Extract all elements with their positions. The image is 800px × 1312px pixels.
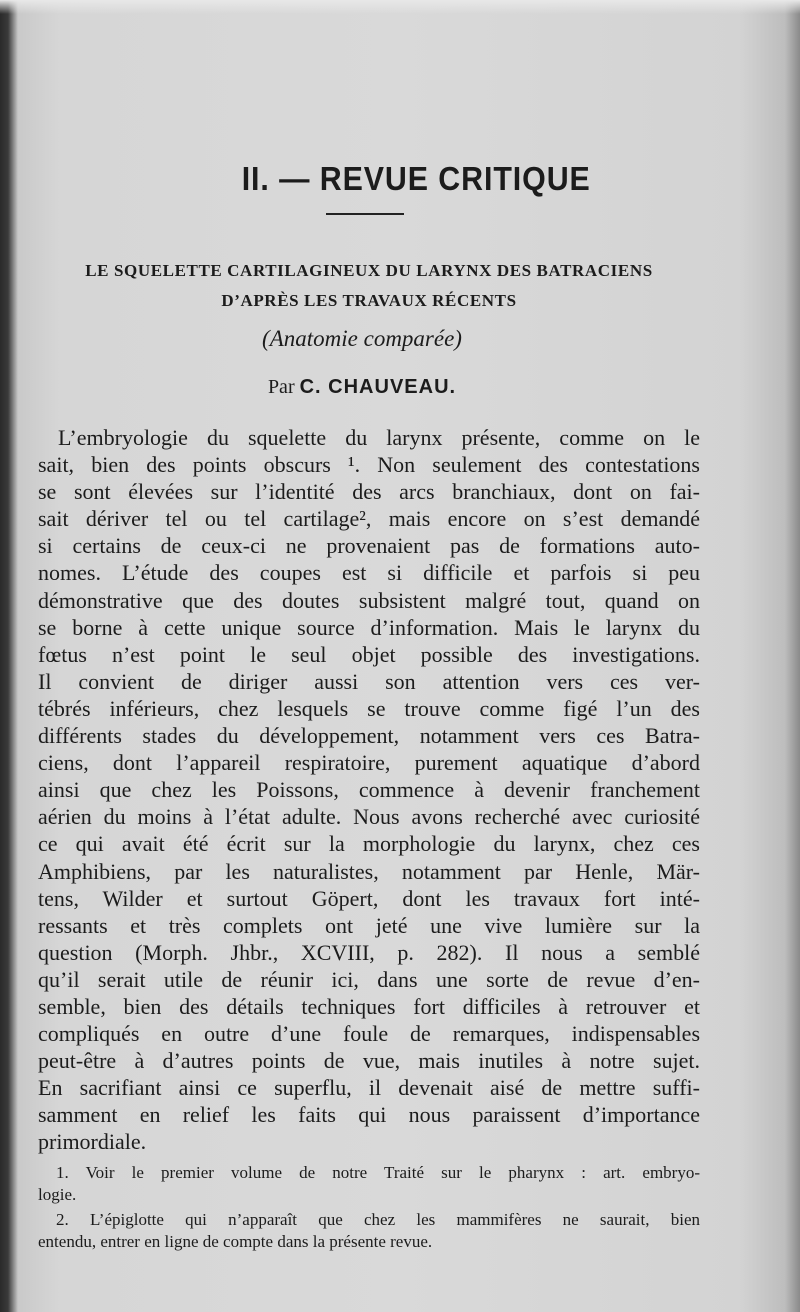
footnote-line: entendu, entrer en ligne de compte dans la présente revue. bbox=[38, 1231, 433, 1251]
text-line: qu’il serait utile de réunir ici, dans une sorte de revue d’en- bbox=[38, 966, 700, 992]
text-line: sait dériver tel ou tel cartilage², mais encore on s’est demandé bbox=[38, 506, 700, 532]
footnote-line: 2. L’épiglotte qui n’apparaît que chez les mammifères ne saurait, bien bbox=[56, 1210, 700, 1229]
text-line: peut-être à d’autres points de vue, mais inutiles à notre sujet. bbox=[38, 1048, 700, 1074]
text-line: semble, bien des détails techniques fort difficiles à retrouver et bbox=[38, 993, 700, 1019]
body-text bbox=[38, 424, 700, 1156]
text-line: primordiale. bbox=[38, 1129, 147, 1155]
text-line: ainsi que chez les Poissons, commence à devenir franchement bbox=[38, 777, 700, 803]
text-line: sait, bien des points obscurs ¹. Non seulement des contestations bbox=[38, 452, 700, 478]
article-title bbox=[38, 256, 700, 316]
text-line: différents stades du développement, notamment vers ces Batra- bbox=[38, 723, 700, 749]
author-name: C. CHAUVEAU. bbox=[299, 376, 457, 398]
text-line: L’embryologie du squelette du larynx présente, comme on le bbox=[58, 425, 700, 450]
footnotes bbox=[38, 1162, 700, 1252]
text-line: ressants et très complets ont jeté une vive lumière sur la bbox=[38, 912, 700, 938]
title-rule bbox=[326, 213, 404, 215]
footnote-line: 1. Voir le premier volume de notre Traité sur le pharynx : art. embryo- bbox=[56, 1163, 700, 1182]
text-line: tébrés inférieurs, chez lesquels se trouve comme figé l’un des bbox=[38, 695, 700, 721]
byline bbox=[0, 376, 724, 399]
text-line: tens, Wilder et surtout Göpert, dont les travaux fort inté- bbox=[38, 885, 700, 911]
byline-prefix: Par bbox=[267, 376, 295, 398]
text-line: Amphibiens, par les naturalistes, notamment par Henle, Mär- bbox=[38, 858, 700, 884]
text-line: fœtus n’est point le seul objet possible des investigations. bbox=[38, 641, 700, 667]
section-title: II. — REVUE CRITIQUE bbox=[241, 160, 591, 197]
article-title-line: D’APRÈS LES TRAVAUX RÉCENTS bbox=[221, 291, 517, 310]
text-line: se sont élevées sur l’identité des arcs branchiaux, dont on fai- bbox=[38, 479, 700, 505]
text-line: Il convient de diriger aussi son attention vers ces ver- bbox=[38, 668, 700, 694]
article-title-line: LE SQUELETTE CARTILAGINEUX DU LARYNX DES BATRACIENS bbox=[85, 261, 653, 280]
text-line: aérien du moins à l’état adulte. Nous avons recherché avec curiosité bbox=[38, 804, 700, 830]
text-line: ciens, dont l’appareil respiratoire, purement aquatique d’abord bbox=[38, 750, 700, 776]
footnote-line: logie. bbox=[38, 1184, 77, 1204]
text-line: se borne à cette unique source d’information. Mais le larynx du bbox=[38, 614, 700, 640]
text-line: si certains de ceux-ci ne provenaient pas de formations auto- bbox=[38, 533, 700, 559]
text-line: nomes. L’étude des coupes est si difficile et parfois si peu bbox=[38, 560, 700, 586]
text-line: samment en relief les faits qui nous paraissent d’importance bbox=[38, 1102, 700, 1128]
text-line: ce qui avait été écrit sur la morphologie du larynx, chez ces bbox=[38, 831, 700, 857]
text-line: compliqués en outre d’une foule de remarques, indispensables bbox=[38, 1021, 700, 1047]
text-line: question (Morph. Jhbr., XCVIII, p. 282). Il nous a semblé bbox=[38, 939, 700, 965]
article-subject: (Anatomie comparée) bbox=[262, 326, 462, 351]
text-line: démonstrative que des doutes subsistent malgré tout, quand on bbox=[38, 587, 700, 613]
text-line: En sacrifiant ainsi ce superflu, il devenait aisé de mettre suffi- bbox=[38, 1075, 700, 1101]
